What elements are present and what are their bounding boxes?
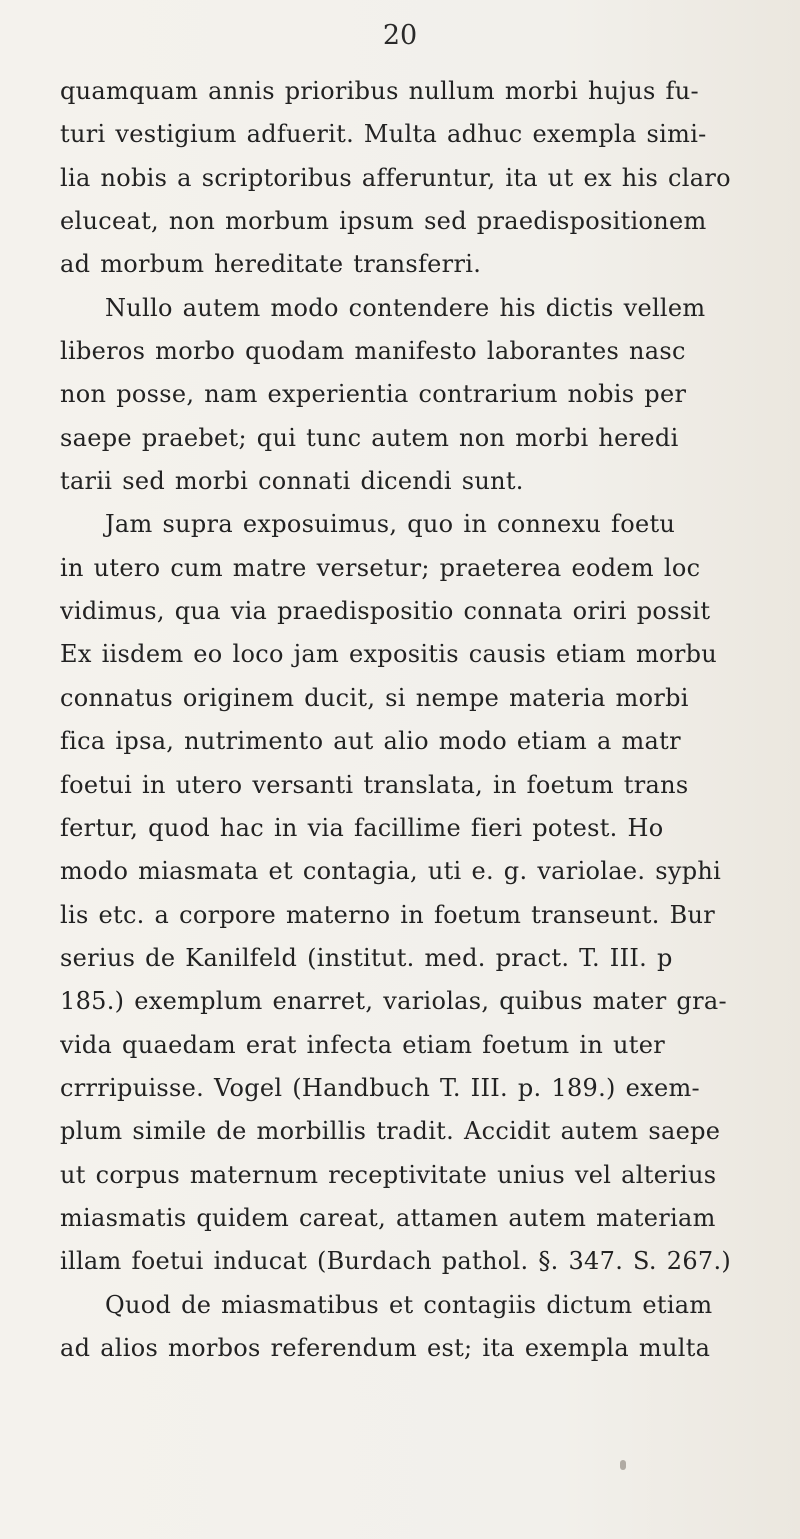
text-line: 185.) exemplum enarret, variolas, quibus mater gra- [60,987,727,1016]
paragraph-start-line: Jam supra exposuimus, quo in connexu foetu [105,510,676,539]
ink-smudge [620,1460,626,1470]
text-line: vidimus, qua via praedispositio connata oriri possit [60,597,711,626]
text-line: connatus originem ducit, si nempe materia morbi [60,683,689,712]
text-line: non posse, nam experientia contrarium nobis per [60,380,687,409]
text-line: lia nobis a scriptoribus afferuntur, ita ut ex his claro [60,163,731,192]
paragraph-start-line: Nullo autem modo contendere his dictis vellem [105,293,706,322]
text-line: quamquam annis prioribus nullum morbi hujus fu- [60,77,699,105]
text-line: ad morbum hereditate transferri. [60,250,482,279]
text-line: fertur, quod hac in via facillime fieri potest. Ho [60,813,664,842]
text-line: eluceat, non morbum ipsum sed praedispositionem [60,207,707,236]
text-line: modo miasmata et contagia, uti e. g. variolae. syphi [60,857,722,886]
page-number: 20 [382,20,418,51]
text-line: lis etc. a corpore materno in foetum transeunt. Bur [60,900,716,929]
text-line: foetui in utero versanti translata, in foetum trans [60,770,689,799]
text-line: miasmatis quidem careat, attamen autem materiam [60,1203,716,1232]
text-line: in utero cum matre versetur; praeterea eodem loc [60,553,701,582]
text-line: Ex iisdem eo loco jam expositis causis etiam morbu [60,640,718,669]
text-line: saepe praebet; qui tunc autem non morbi heredi [60,423,679,452]
text-line: turi vestigium adfuerit. Multa adhuc exempla simi- [60,120,707,149]
text-line: illam foetui inducat (Burdach pathol. §. 347. S. 267.) [60,1247,732,1276]
paragraph-start-line: Quod de miasmatibus et contagiis dictum etiam [105,1290,713,1319]
text-line: tarii sed morbi connati dicendi sunt. [60,467,524,496]
text-line: vida quaedam erat infecta etiam foetum in uter [60,1030,666,1059]
text-line: ut corpus maternum receptivitate unius vel alterius [60,1160,717,1189]
text-line: serius de Kanilfeld (institut. med. pract. T. III. p [60,943,673,972]
body-text [60,70,798,1370]
text-line: crrripuisse. Vogel (Handbuch T. III. p. 189.) exem- [60,1073,700,1102]
text-line: liberos morbo quodam manifesto laborantes nasc [60,337,686,366]
text-line: plum simile de morbillis tradit. Accidit autem saepe [60,1117,721,1146]
text-line: ad alios morbos referendum est; ita exempla multa [60,1333,711,1362]
text-line: fica ipsa, nutrimento aut alio modo etiam a matr [60,727,681,756]
